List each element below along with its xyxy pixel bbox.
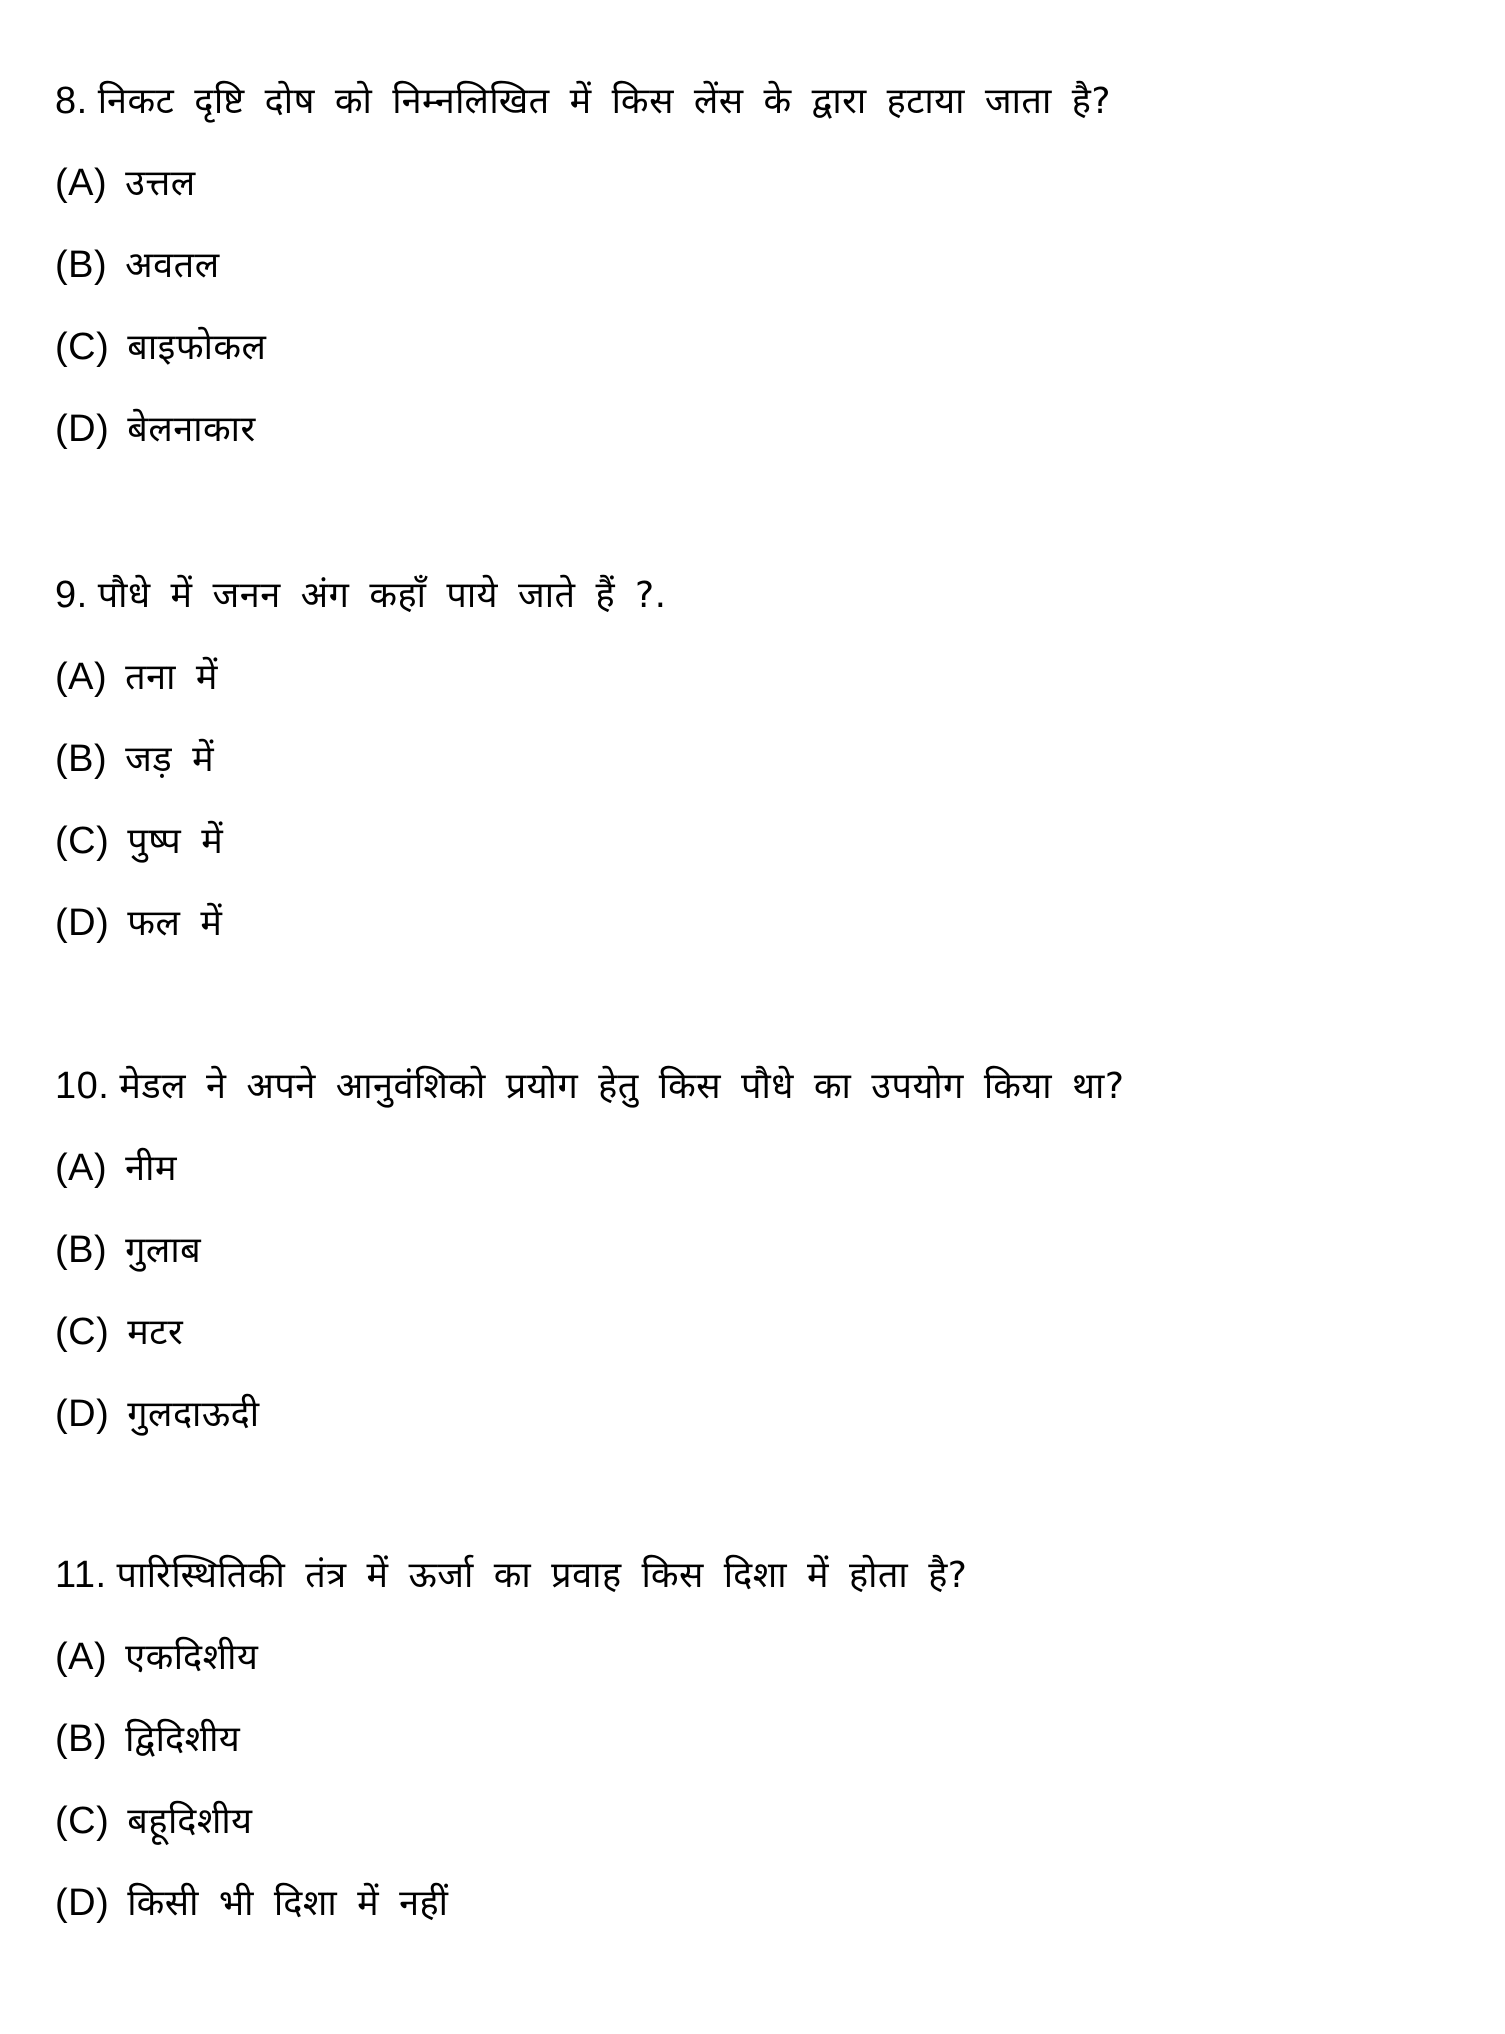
option-label: (B) [55,738,108,780]
question-11 [55,1534,1475,1944]
option-label: (C) [55,820,110,862]
option-label: (D) [55,408,110,450]
question-text-line [55,1534,1475,1616]
option-c [55,1291,1475,1373]
option-label: (D) [55,1393,110,1435]
option-text: अवतल [125,245,220,286]
option-text: बेलनाकार [127,409,256,450]
question-text: पौधे में जनन अंग कहाँ पाये जाते हैं ?. [97,575,667,616]
option-text: उत्तल [125,163,196,204]
option-d [55,1373,1475,1455]
question-text: निकट दृष्टि दोष को निम्नलिखित में किस लेंस के द्वारा हटाया जाता है? [97,81,1111,122]
option-label: (D) [55,902,110,944]
option-text: तना में [125,657,218,698]
option-label: (B) [55,1229,108,1271]
option-a [55,1127,1475,1209]
option-label: (A) [55,656,108,698]
option-b [55,1698,1475,1780]
option-label: (B) [55,244,108,286]
option-c [55,800,1475,882]
option-a [55,142,1475,224]
option-text: किसी भी दिशा में नहीं [127,1883,449,1924]
option-text: गुलदाऊदी [127,1394,260,1435]
option-text: गुलाब [125,1230,202,1271]
option-label: (C) [55,1311,110,1353]
option-a [55,636,1475,718]
option-text: बहूदिशीय [127,1801,253,1842]
option-c [55,1780,1475,1862]
question-number: 11. [55,1554,107,1596]
option-d [55,388,1475,470]
option-d [55,882,1475,964]
question-8 [55,60,1475,470]
question-text-line [55,554,1475,636]
option-b [55,1209,1475,1291]
option-label: (A) [55,162,108,204]
question-text: मेडल ने अपने आनुवंशिको प्रयोग हेतु किस पौधे का उपयोग किया था? [119,1066,1125,1107]
option-label: (C) [55,326,110,368]
option-b [55,224,1475,306]
option-c [55,306,1475,388]
option-text: एकदिशीय [125,1637,259,1678]
option-text: मटर [127,1312,184,1353]
option-text: नीम [125,1148,177,1189]
question-10 [55,1045,1475,1455]
question-number: 8. [55,80,88,122]
question-number: 10. [55,1065,110,1107]
option-text: बाइफोकल [127,327,267,368]
option-text: पुष्प में [127,821,224,862]
option-text: द्विदिशीय [125,1719,241,1760]
question-number: 9. [55,574,88,616]
option-label: (A) [55,1636,108,1678]
option-text: जड़ में [125,739,215,780]
question-text-line [55,1045,1475,1127]
option-d [55,1862,1475,1944]
option-label: (B) [55,1718,108,1760]
option-label: (C) [55,1800,110,1842]
question-text-line [55,60,1475,142]
option-label: (A) [55,1147,108,1189]
option-label: (D) [55,1882,110,1924]
option-a [55,1616,1475,1698]
option-text: फल में [127,903,223,944]
option-b [55,718,1475,800]
question-text: पारिस्थितिकी तंत्र में ऊर्जा का प्रवाह किस दिशा में होता है? [116,1555,968,1596]
question-9 [55,554,1475,964]
